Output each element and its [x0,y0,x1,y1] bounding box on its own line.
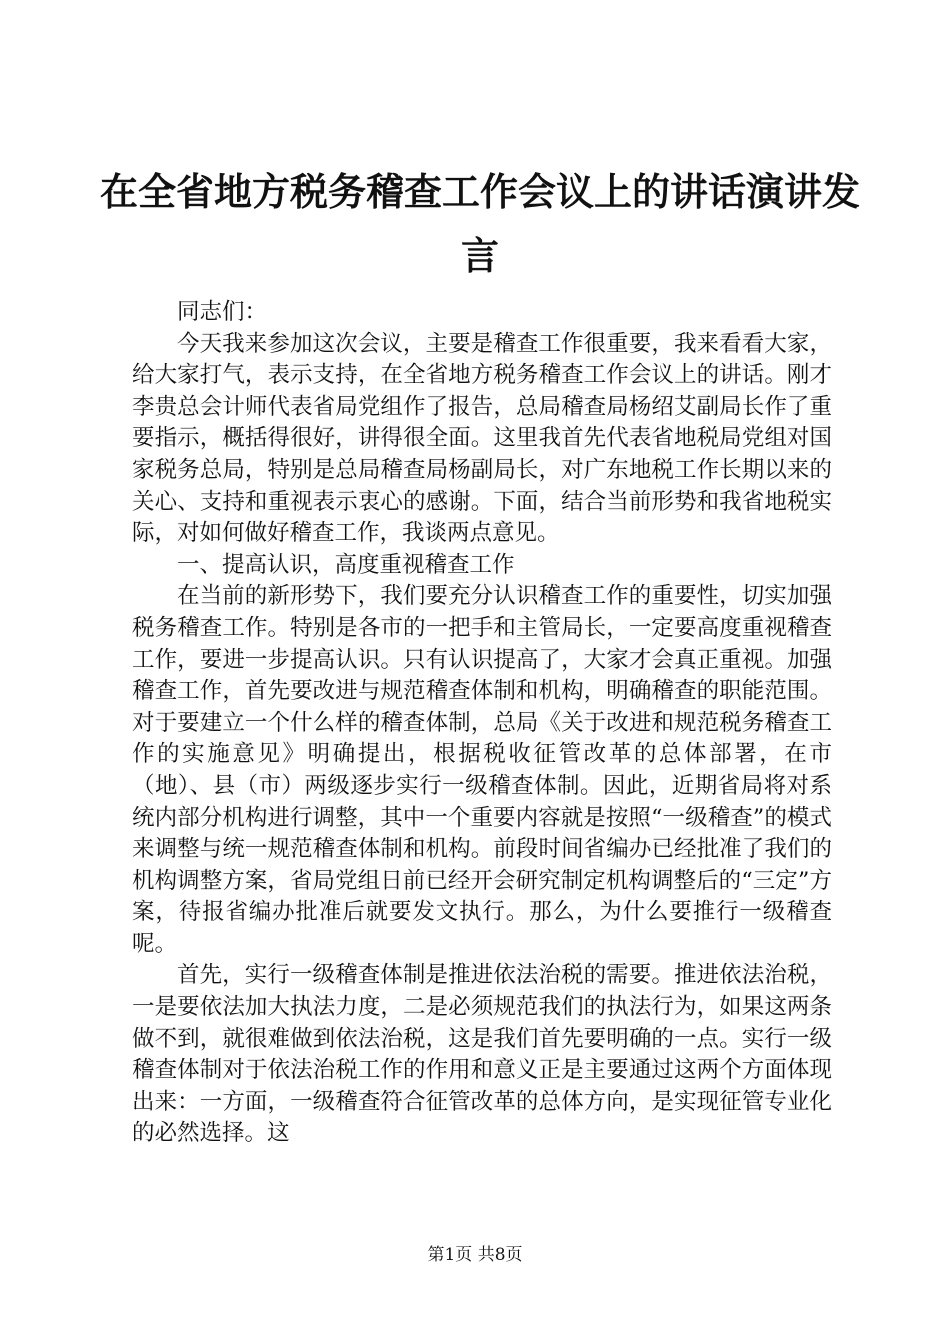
salutation-paragraph: 同志们： [177,299,268,325]
body-paragraph: 首先，实行一级稽查体制是推进依法治税的需要。推进依法治税，一是要依法加大执法力度，二是必须规范我们的执法行为，如果这两条做不到，就很难做到依法治税，这是我们首先要明确的一点。实行一级稽查体制对于依法治税工作的作用和意义正是主要通过这两个方面体现出来：一方面，一级稽查符合征管改革的总体方向，是实现征管专业化的必然选择。这 [132,962,832,1147]
section-heading: 一、提高认识，高度重视稽查工作 [177,551,515,578]
page-number-footer: 第1页 共8页 [427,1245,523,1265]
document-body [132,297,832,1150]
document-title: 在全省地方税务稽查工作会议上的讲话演讲发言 [100,169,861,278]
body-paragraph: 在当前的新形势下，我们要充分认识稽查工作的重要性，切实加强税务稽查工作。特别是各市的一把手和主管局长，一定要高度重视稽查工作，要进一步提高认识。只有认识提高了，大家才会真正重视。加强稽查工作，首先要改进与规范稽查体制和机构，明确稽查的职能范围。对于要建立一个什么样的稽查体制，总局《关于改进和规范税务稽查工作的实施意见》明确提出，根据税收征管改革的总体部署，在市（地）、县（市）两级逐步实行一级稽查体制。因此，近期省局将对系统内部分机构进行调整，其中一个重要内容就是按照“一级稽查”的模式来调整与统一规范稽查体制和机构。前段时间省编办已经批准了我们的机构调整方案，省局党组日前已经开会研究制定机构调整后的“三定”方案，待报省编办批准后就要发文执行。那么，为什么要推行一级稽查呢。 [132,583,832,957]
body-paragraph: 今天我来参加这次会议，主要是稽查工作很重要，我来看看大家，给大家打气，表示支持，在全省地方税务稽查工作会议上的讲话。刚才李贵总会计师代表省局党组作了报告，总局稽查局杨绍艾副局长作了重要指示，概括得很好，讲得很全面。这里我首先代表省地税局党组对国家税务总局，特别是总局稽查局杨副局长，对广东地税工作长期以来的关心、支持和重视表示衷心的感谢。下面，结合当前形势和我省地税实际，对如何做好稽查工作，我谈两点意见。 [132,330,832,547]
